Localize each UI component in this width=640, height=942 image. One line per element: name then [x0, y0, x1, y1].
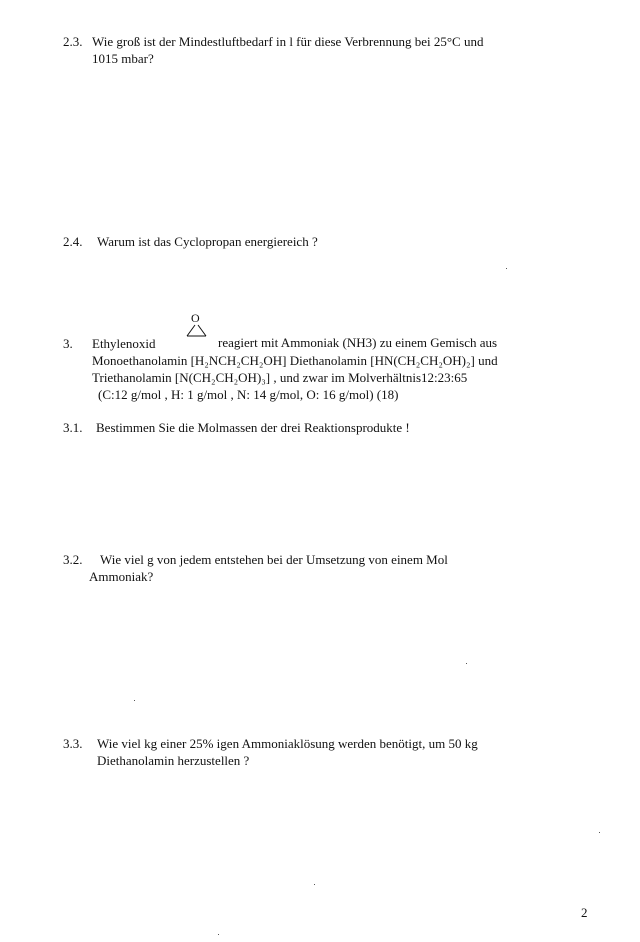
- question-text-line: Wie viel g von jedem entstehen bei der Umsetzung von einem Mol: [100, 552, 448, 567]
- scan-speck: [599, 832, 600, 833]
- question-text-line: Wie viel kg einer 25% igen Ammoniaklösung werden benötigt, um 50 kg: [97, 736, 478, 751]
- scan-speck: [314, 884, 315, 885]
- epoxide-ring-icon: [184, 313, 210, 339]
- scan-speck: [218, 934, 219, 935]
- question-text-line: Diethanolamin herzustellen ?: [97, 753, 250, 768]
- scan-speck: [506, 268, 507, 269]
- compound-name-ethylenoxid: Ethylenoxid: [92, 336, 156, 351]
- question-text-line: Bestimmen Sie die Molmassen der drei Reaktionsprodukte !: [96, 420, 410, 435]
- ethylene-oxide-structure: [184, 313, 210, 339]
- question-text-line: Ammoniak?: [89, 569, 154, 584]
- question-number: 3.2.: [63, 552, 83, 567]
- scan-speck: [134, 700, 135, 701]
- question-number: 3.1.: [63, 420, 83, 435]
- question-text-line: 1015 mbar?: [92, 51, 154, 66]
- oxygen-atom-label: O: [191, 311, 200, 325]
- question-number: 2.4.: [63, 234, 83, 249]
- question-number: 2.3.: [63, 34, 83, 49]
- question-text-line: Warum ist das Cyclopropan energiereich ?: [97, 234, 318, 249]
- question-number: 3.3.: [63, 736, 83, 751]
- question-number: 3.: [63, 336, 73, 351]
- question-text-line: Wie groß ist der Mindestluftbedarf in l für diese Verbrennung bei 25°C und: [92, 34, 484, 49]
- scan-speck: [466, 663, 467, 664]
- molar-mass-info: (C:12 g/mol , H: 1 g/mol , N: 14 g/mol, O: 16 g/mol) (18): [98, 387, 399, 402]
- question-text-line: Triethanolamin [N(CH₂CH₂OH)₃] , und zwar im Molverhältnis12:23:65: [92, 370, 468, 385]
- page-number: 2: [581, 905, 588, 920]
- question-text-line: Monoethanolamin [H₂NCH₂CH₂OH] Diethanolamin [HN(CH₂CH₂OH)₂] und: [92, 353, 498, 368]
- question-text-line: reagiert mit Ammoniak (NH3) zu einem Gemisch aus: [218, 335, 498, 350]
